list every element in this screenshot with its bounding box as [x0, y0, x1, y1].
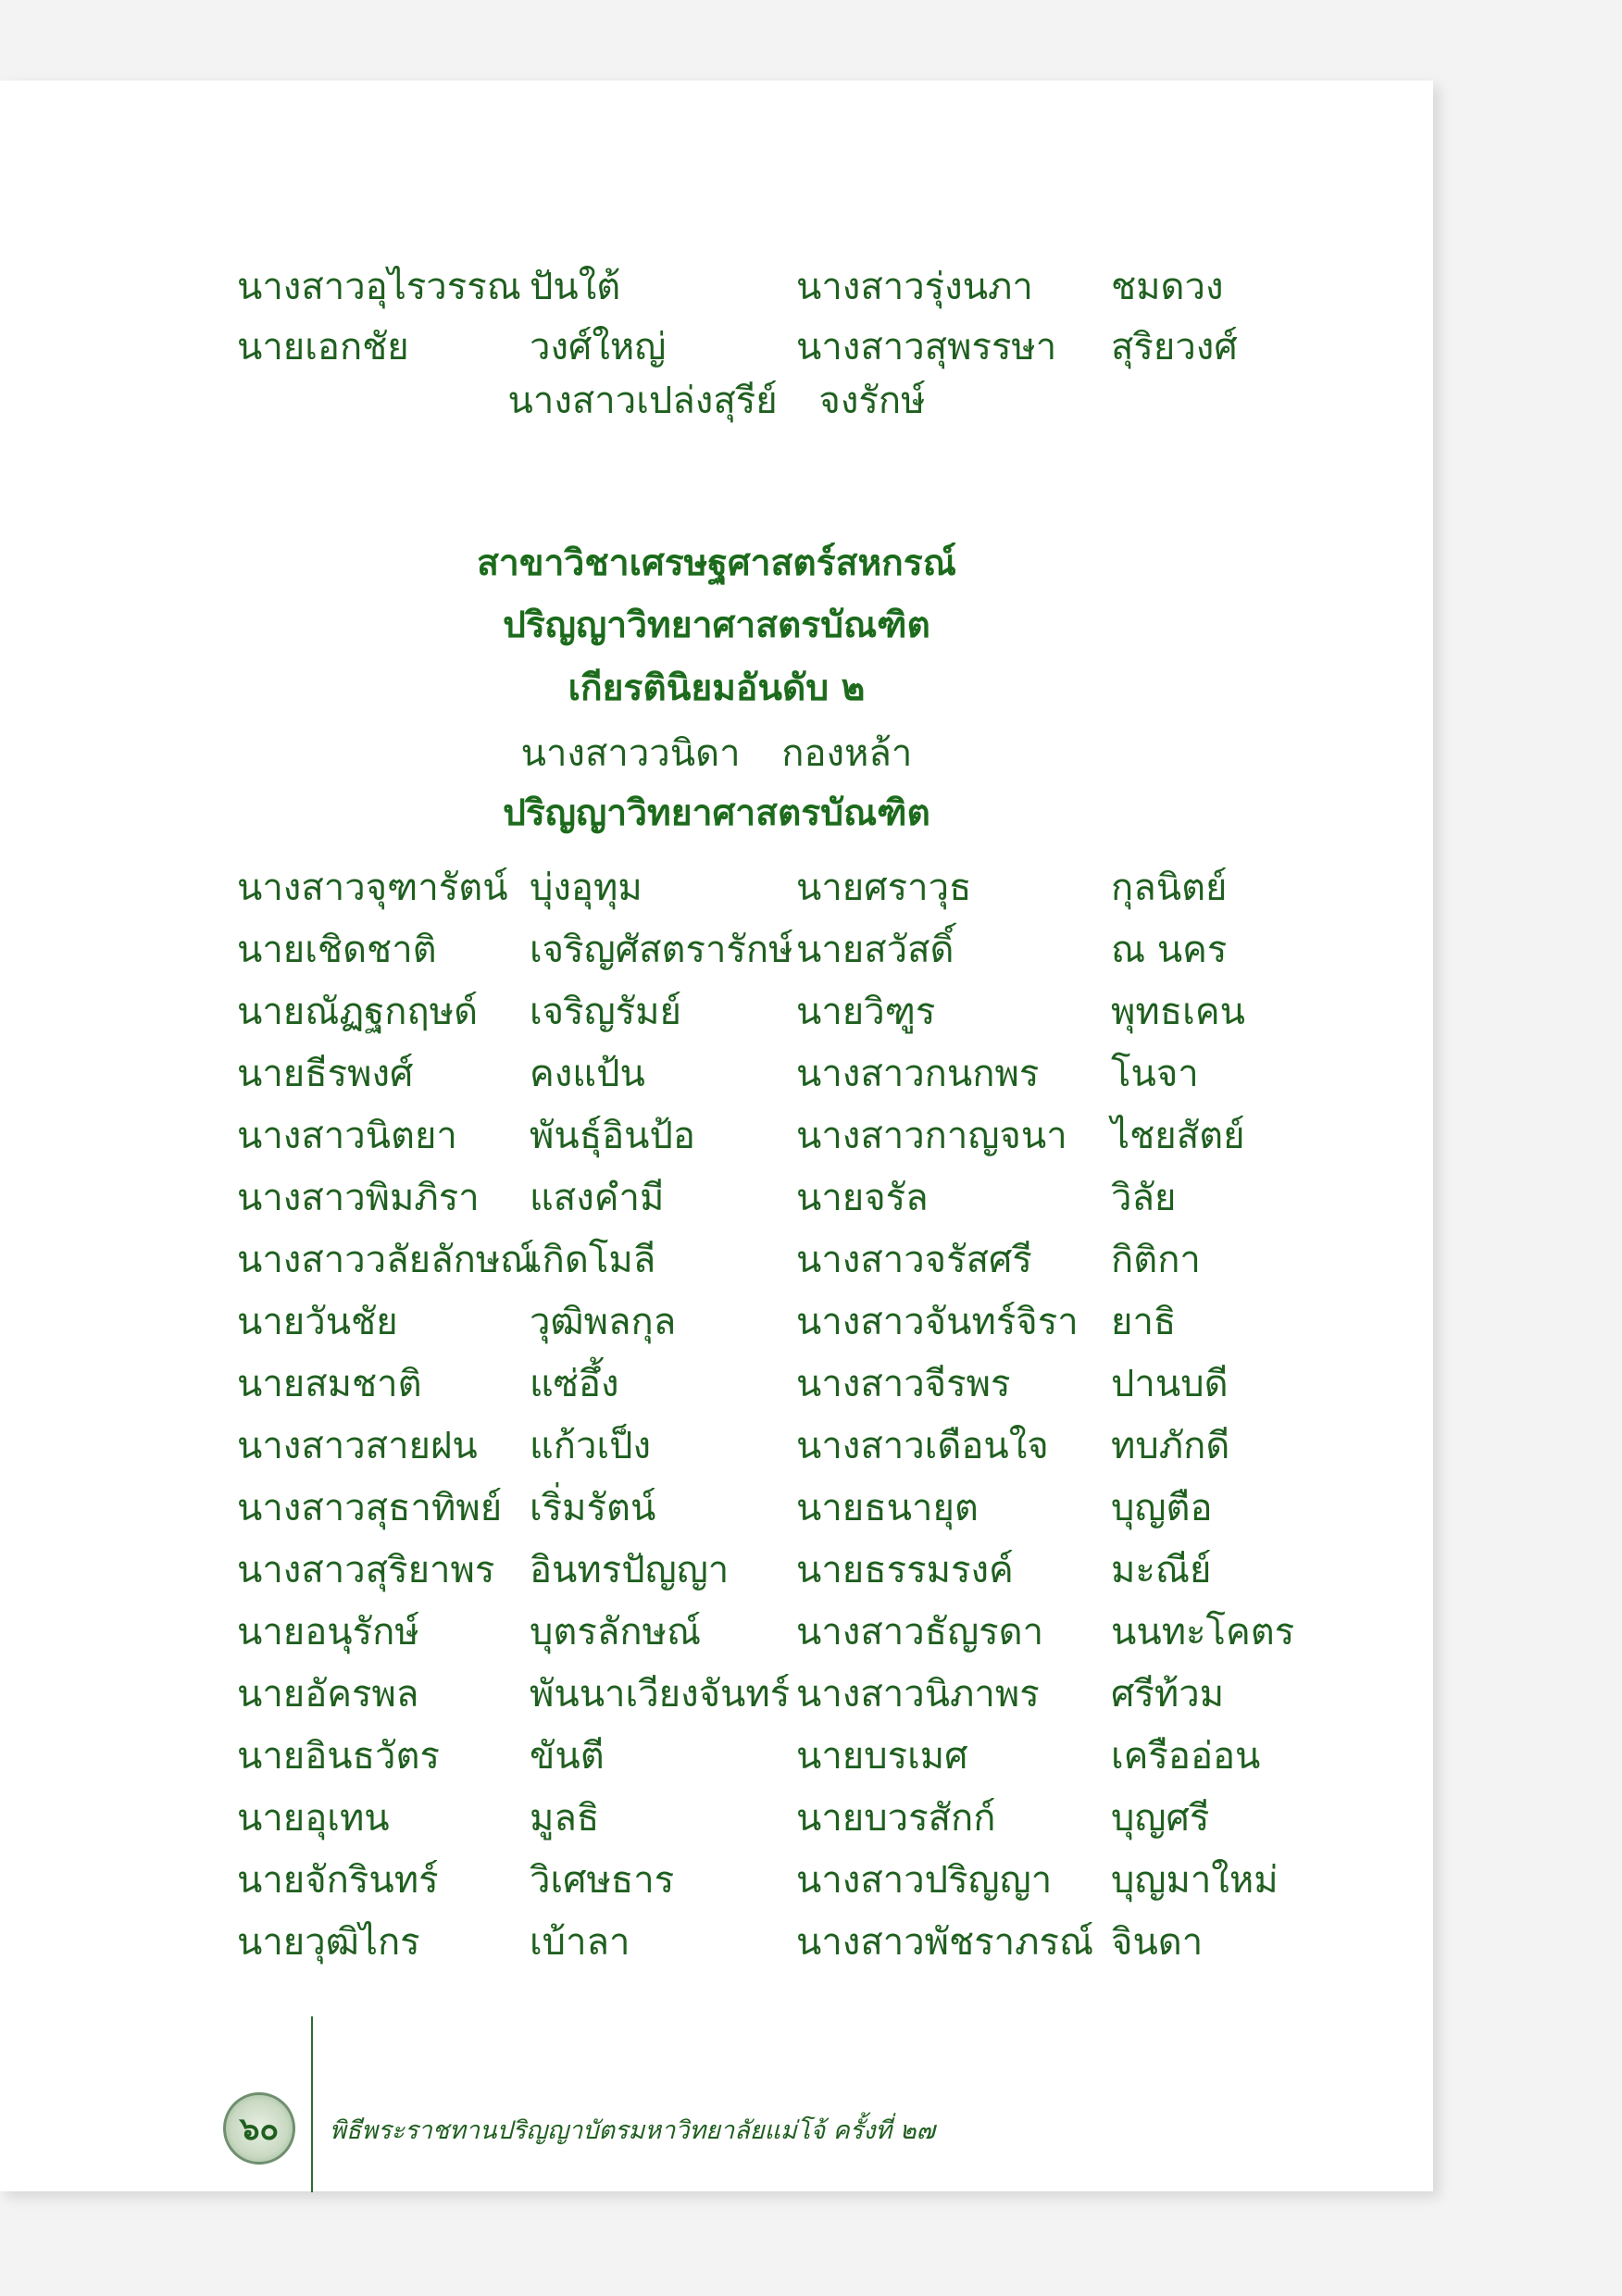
first-name-right: นายวิฑูร [796, 991, 936, 1033]
last-name-right: มะณีย์ [1111, 1549, 1212, 1591]
honors-graduate-name [0, 732, 1433, 775]
footer-caption: พิธีพระราชทานปริญญาบัตรมหาวิทยาลัยแม่โจ้ ครั้งที่ ๒๗ [330, 2116, 935, 2145]
first-name-left: นางสาวพิมภิรา [237, 1177, 480, 1219]
first-name-right: นางสาวธัญรดา [796, 1611, 1044, 1653]
first-name-right: นายบวรสักก์ [796, 1797, 996, 1840]
last-name-right: ปานบดี [1111, 1363, 1229, 1405]
first-name-left: นายอัครพล [237, 1673, 419, 1716]
first-name-right: นายบรเมศ [796, 1735, 968, 1778]
first-name-right: นางสาวกาญจนา [796, 1115, 1067, 1157]
first-name-left: นายจักรินทร์ [237, 1859, 439, 1902]
section-title: สาขาวิชาเศรษฐศาสตร์สหกรณ์ [477, 543, 956, 584]
first-name-left: นายธีรพงศ์ [237, 1053, 414, 1095]
first-name-left: นายอุเทน [237, 1797, 390, 1840]
first-name-right: นางสาวปริญญา [796, 1859, 1053, 1902]
university-seal [223, 2092, 295, 2165]
first-name-right: นางสาวสุพรรษา [796, 326, 1057, 368]
first-name-left: นายอินธวัตร [237, 1735, 440, 1778]
first-name-left: นายวุฒิไกร [237, 1921, 420, 1964]
last-name-left: เจริญศัสตรารักษ์ [530, 929, 793, 971]
last-name-right: บุญศรี [1111, 1797, 1210, 1840]
last-name-left: วงศ์ใหญ่ [530, 326, 667, 368]
last-name-right: ทบภักดี [1111, 1425, 1230, 1467]
first-name-right: นายสวัสดิ์ [796, 929, 954, 971]
last-name-left: บุ่งอุทุม [530, 867, 643, 909]
footer-divider [311, 2016, 313, 2192]
degree-title: ปริญญาวิทยาศาสตรบัณฑิต [503, 605, 930, 646]
first-name-left: นางสาวจุฑารัตน์ [237, 867, 508, 909]
last-name-right: บุญตือ [1111, 1487, 1213, 1529]
first-name: นางสาวเปล่งสุรีย์ [507, 380, 778, 422]
first-name-left: นางสาววลัยลักษณ์ [237, 1239, 535, 1281]
last-name-left: บุตรลักษณ์ [530, 1611, 702, 1653]
first-name-right: นายจรัล [796, 1177, 929, 1219]
first-name-left: นายอนุรักษ์ [237, 1611, 419, 1653]
last-name-left: วุฒิพลกุล [530, 1301, 677, 1343]
last-name-left: แสงคำมี [530, 1177, 665, 1219]
page-number: ๖๐ [239, 2111, 280, 2148]
last-name-left: ปันใต้ [530, 266, 621, 308]
first-name-right: นางสาวรุ่งนภา [796, 266, 1033, 308]
last-name-right: ณ นคร [1111, 929, 1228, 971]
document-page [0, 81, 1433, 2191]
first-name: นางสาววนิดา [520, 732, 741, 775]
last-name-right: โนจา [1111, 1053, 1199, 1095]
last-name-right: สุริยวงศ์ [1111, 326, 1238, 368]
last-name-right: บุญมาใหม่ [1111, 1859, 1279, 1902]
last-name: จงรักษ์ [818, 380, 926, 422]
last-name-right: ยาธิ [1111, 1301, 1177, 1343]
last-name-left: แซ่อึ้ง [530, 1363, 619, 1405]
first-name-left: นายสมชาติ [237, 1363, 422, 1405]
last-name-left: ขันตี [530, 1735, 605, 1778]
first-name-right: นางสาวจันทร์จิรา [796, 1301, 1079, 1343]
first-name-left: นายเอกชัย [237, 326, 409, 368]
last-name-right: ศรีท้วม [1111, 1673, 1225, 1716]
last-name-right: วิลัย [1111, 1177, 1177, 1219]
last-name-left: เริ่มรัตน์ [530, 1487, 656, 1529]
first-name-right: นางสาวจีรพร [796, 1363, 1011, 1405]
first-name-right: นางสาวจรัสศรี [796, 1239, 1032, 1281]
first-name-left: นายณัฏฐกฤษด์ [237, 991, 479, 1033]
last-name-left: มูลธิ [530, 1797, 600, 1840]
last-name-left: คงแป้น [530, 1053, 645, 1095]
first-name-right: นายธรรมรงค์ [796, 1549, 1014, 1591]
first-name-left: นายวันชัย [237, 1301, 398, 1343]
first-name-right: นางสาวเดือนใจ [796, 1425, 1049, 1467]
last-name-left: วิเศษธาร [530, 1859, 675, 1902]
last-name-left: แก้วเป็ง [530, 1425, 652, 1467]
last-name-right: กุลนิตย์ [1111, 867, 1228, 909]
last-name-left: เบ้าลา [530, 1921, 630, 1964]
first-name-right: นายศราวุธ [796, 867, 972, 909]
last-name-right: ชมดวง [1111, 266, 1224, 308]
first-name-left: นางสาวอุไรวรรณ [237, 266, 521, 308]
last-name-right: ไชยสัตย์ [1111, 1115, 1245, 1157]
last-name-left: พันนาเวียงจันทร์ [530, 1673, 791, 1716]
degree-title-2: ปริญญาวิทยาศาสตรบัณฑิต [503, 792, 930, 834]
last-name-right: นนทะโคตร [1111, 1611, 1295, 1653]
last-name-right: พุทธเคน [1111, 991, 1245, 1033]
honors-title: เกียรตินิยมอันดับ ๒ [568, 668, 866, 709]
top-center-name [0, 380, 1433, 422]
last-name-right: เครืออ่อน [1111, 1735, 1261, 1778]
first-name-left: นางสาวสุริยาพร [237, 1549, 495, 1591]
first-name-left: นางสาวสายฝน [237, 1425, 478, 1467]
first-name-right: นางสาวนิภาพร [796, 1673, 1040, 1716]
first-name-right: นางสาวพัชราภรณ์ [796, 1921, 1094, 1964]
first-name-left: นายเชิดชาติ [237, 929, 437, 971]
last-name-left: เจริญรัมย์ [530, 991, 681, 1033]
last-name-left: เกิดโมลี [530, 1239, 656, 1281]
first-name-right: นายธนายุต [796, 1487, 979, 1529]
last-name: กองหล้า [781, 732, 913, 775]
first-name-left: นางสาวนิตยา [237, 1115, 457, 1157]
last-name-right: จินดา [1111, 1921, 1204, 1964]
last-name-left: อินทรปัญญา [530, 1549, 730, 1591]
last-name-left: พันธุ์อินป้อ [530, 1115, 695, 1157]
first-name-right: นางสาวกนกพร [796, 1053, 1040, 1095]
last-name-right: กิติกา [1111, 1239, 1201, 1281]
first-name-left: นางสาวสุธาทิพย์ [237, 1487, 503, 1529]
